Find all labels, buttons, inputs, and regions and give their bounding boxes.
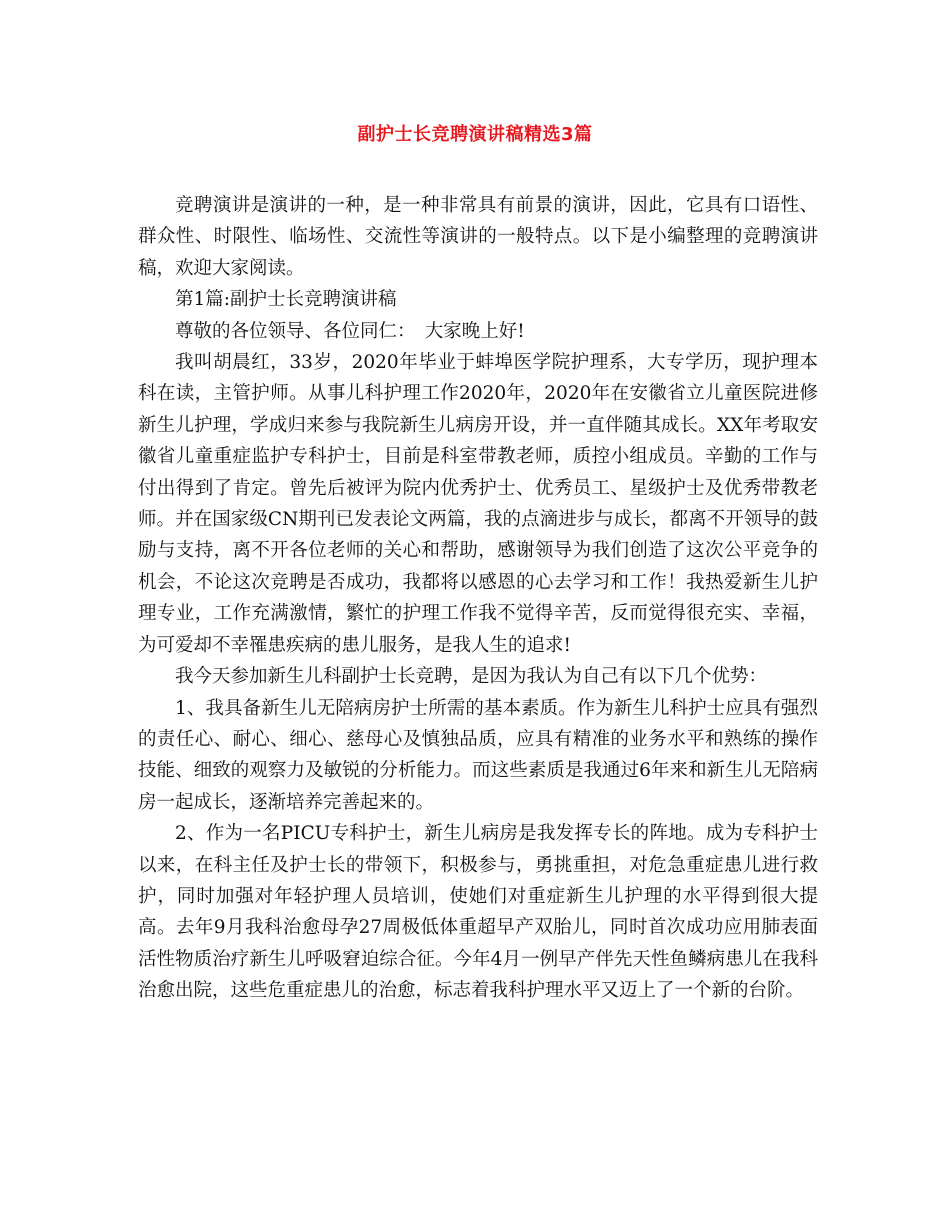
section-heading: 第1篇:副护士长竞聘演讲稿 (175, 289, 397, 311)
document-body (138, 190, 818, 1007)
advantages-intro-paragraph: 我今天参加新生儿科副护士长竞聘，是因为我认为自己有以下几个优势： (175, 666, 768, 688)
advantage-1-paragraph: 1、我具备新生儿无陪病房护士所需的基本素质。作为新生儿科护士应具有强烈的责任心、耐心、细心、慈母心及慎独品质，应具有精准的业务水平和熟练的操作技能、细致的观察力及敏锐的分析能力。而这些素质是我通过6年来和新生儿无陪病房一起成长，逐渐培养完善起来的。 (138, 697, 818, 813)
document-title: 副护士长竞聘演讲稿精选3篇 (357, 124, 593, 145)
advantage-2-paragraph: 2、作为一名PICU专科护士，新生儿病房是我发挥专长的阵地。成为专科护士以来，在科主任及护士长的带领下，积极参与，勇挑重担，对危急重症患儿进行救护，同时加强对年轻护理人员培训，使她们对重症新生儿护理的水平得到很大提高。去年9月我科治愈母孕27周极低体重超早产双胎儿，同时首次成功应用肺表面活性物质治疗新生儿呼吸窘迫综合征。今年4月一例早产伴先天性鱼鳞病患儿在我科治愈出院，这些危重症患儿的治愈，标志着我科护理水平又迈上了一个新的台阶。 (138, 823, 818, 1002)
self-introduction-paragraph: 我叫胡晨红，33岁，2020年毕业于蚌埠医学院护理系，大专学历，现护理本科在读，主管护师。从事儿科护理工作2020年，2020年在安徽省立儿童医院进修新生儿护理，学成归来参与我院新生儿病房开设，并一直伴随其成长。XX年考取安徽省儿童重症监护专科护士，目前是科室带教老师，质控小组成员。辛勤的工作与付出得到了肯定。曾先后被评为院内优秀护士、优秀员工、星级护士及优秀带教老师。并在国家级CN期刊已发表论文两篇，我的点滴进步与成长，都离不开领导的鼓励与支持，离不开各位老师的关心和帮助，感谢领导为我们创造了这次公平竞争的机会，不论这次竞聘是否成功，我都将以感恩的心去学习和工作！我热爱新生儿护理专业，工作充满激情，繁忙的护理工作我不觉得辛苦，反而觉得很充实、幸福，为可爱却不幸罹患疾病的患儿服务，是我人生的追求! (138, 352, 818, 656)
greeting-paragraph: 尊敬的各位领导、各位同仁： 大家晚上好! (175, 320, 525, 342)
intro-paragraph: 竞聘演讲是演讲的一种，是一种非常具有前景的演讲，因此，它具有口语性、群众性、时限性、临场性、交流性等演讲的一般特点。以下是小编整理的竞聘演讲稿，欢迎大家阅读。 (138, 195, 818, 279)
